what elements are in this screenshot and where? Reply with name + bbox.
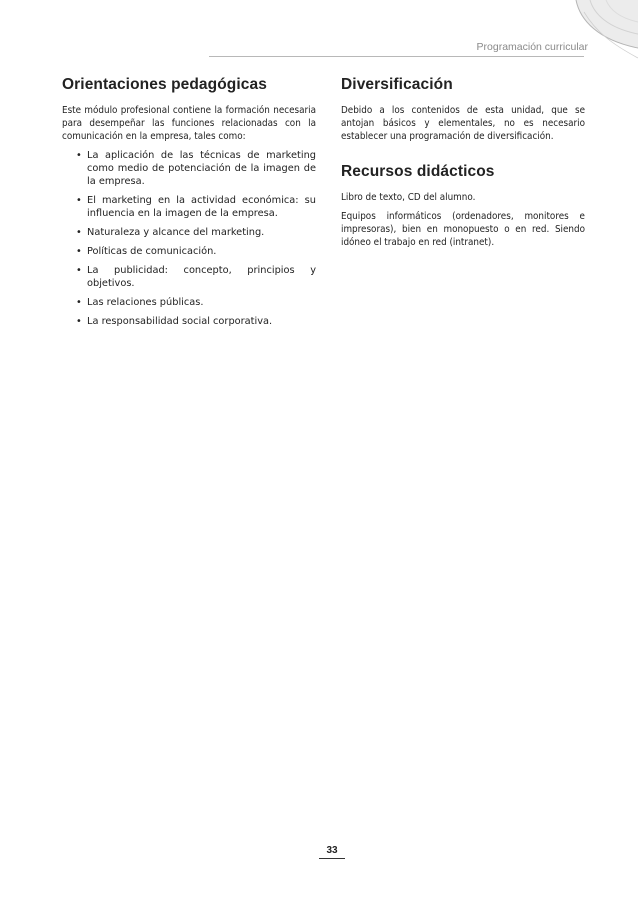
bullet-icon: • (76, 246, 82, 257)
intro-paragraph: Este módulo profesional contiene la formación necesaria para desempeñar las funciones relacionadas con la comunicación en la empresa, tales como: (62, 105, 316, 142)
header-divider (209, 56, 584, 57)
bullet-icon: • (76, 150, 82, 161)
right-column (341, 76, 585, 255)
bullet-icon: • (76, 227, 82, 238)
recursos-paragraph-1: Libro de texto, CD del alumno. (341, 192, 476, 203)
bullet-icon: • (76, 195, 82, 206)
section-heading-orientaciones: Orientaciones pedagógicas (62, 76, 267, 93)
list-item (76, 315, 316, 328)
list-item-text: La publicidad: concepto, principios y objetivos. (87, 265, 316, 289)
list-item (76, 245, 316, 258)
running-header-title: Programación curricular (476, 41, 588, 53)
topics-list (62, 149, 316, 328)
list-item (76, 264, 316, 290)
list-item (76, 296, 316, 309)
list-item (76, 226, 316, 239)
section-heading-recursos: Recursos didácticos (341, 163, 495, 180)
page-corner-decoration-icon (546, 0, 638, 68)
diversificacion-paragraph: Debido a los contenidos de esta unidad, que se antojan básicos y elementales, no es necesario establecer una programación de diversificación. (341, 105, 585, 142)
page-number: 33 (326, 845, 338, 856)
bullet-icon: • (76, 297, 82, 308)
list-item-text: El marketing en la actividad económica: su influencia en la imagen de la empresa. (87, 195, 316, 219)
left-column (62, 76, 316, 334)
list-item-text: Políticas de comunicación. (87, 246, 217, 257)
list-item-text: Naturaleza y alcance del marketing. (87, 227, 265, 238)
page-number-underline (319, 858, 345, 859)
list-item (76, 194, 316, 220)
section-heading-diversificacion: Diversificación (341, 76, 453, 93)
bullet-icon: • (76, 316, 82, 327)
list-item-text: Las relaciones públicas. (87, 297, 204, 308)
list-item-text: La responsabilidad social corporativa. (87, 316, 273, 327)
list-item (76, 149, 316, 188)
bullet-icon: • (76, 265, 82, 276)
recursos-paragraph-2: Equipos informáticos (ordenadores, monitores e impresoras), bien en monopuesto o en red. Siendo idóneo el trabajo en red (intranet). (341, 211, 585, 248)
list-item-text: La aplicación de las técnicas de marketing como medio de potenciación de la imagen de la empresa. (87, 150, 316, 187)
